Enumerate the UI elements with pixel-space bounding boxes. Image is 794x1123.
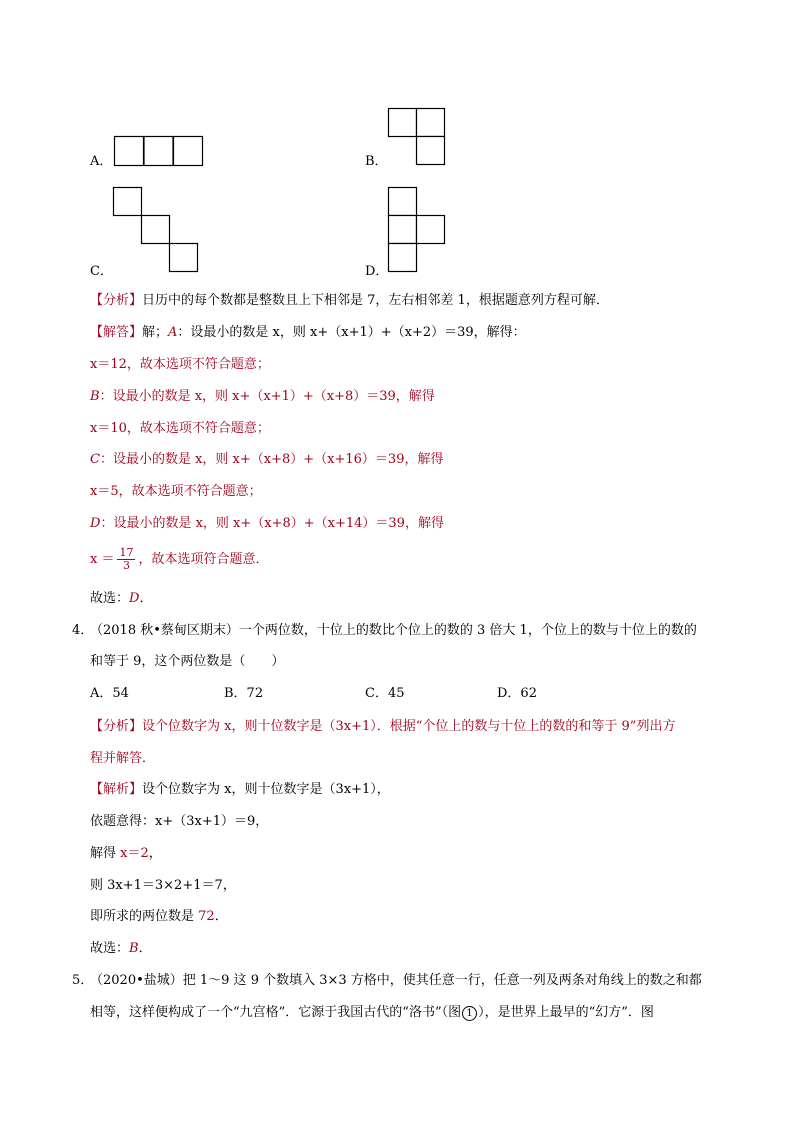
- q3-choose: [90, 590, 152, 608]
- answer-a-result: x＝12，故本选项不符合题意；: [90, 357, 270, 372]
- choose-prefix: 故选：: [90, 941, 130, 956]
- q3-answer-d: [90, 515, 444, 533]
- answer-intro: 解；: [142, 325, 169, 340]
- answer-b-result: x＝10，故本选项不符合题意；: [90, 421, 270, 436]
- option-a-label: A．: [90, 154, 113, 169]
- fraction-denominator: 3: [122, 559, 130, 572]
- option-d-label: D．: [365, 264, 389, 279]
- q3-analysis: [90, 292, 609, 310]
- q4-solution-line3: [90, 845, 162, 863]
- q3-answer-b: [90, 388, 435, 406]
- choose-answer: B: [129, 941, 139, 956]
- q4-solution-line1: [90, 781, 390, 799]
- q5-line1: （2020•盐城）把 1～9 这 9 个数填入 3×3 方格中，使其任意一行，任意一列及两条对角线上的数之和都: [90, 973, 702, 988]
- option-d-figure: [388, 187, 448, 277]
- option-a-figure: [114, 136, 204, 166]
- q4-option-b: B．72: [224, 686, 264, 701]
- q4-number: 4．: [72, 623, 94, 638]
- option-c-figure: [113, 187, 203, 277]
- analysis-text: 设个位数字为 x，则十位数字是（3x+1）．根据“个位上的数与十位上的数的和等于 9”列出方: [142, 719, 676, 734]
- q4-option-a: A．54: [90, 686, 129, 701]
- solution-text: 设个位数字为 x，则十位数字是（3x+1），: [142, 782, 390, 797]
- analysis-tag: 【分析】: [90, 719, 143, 734]
- figure-1-circle: 1: [462, 1006, 477, 1021]
- solution-suffix: ，: [148, 846, 162, 861]
- q4-stem-line2: 和等于 9，这个两位数是（ ）: [90, 654, 285, 669]
- fraction: [117, 547, 135, 572]
- answer-d-result: [90, 545, 268, 575]
- q4-analysis-line2: 程并解答．: [90, 751, 156, 766]
- q4-solution-line2: 依题意得：x+（3x+1）＝9，: [90, 814, 269, 829]
- q3-answer-a: [90, 324, 526, 342]
- q4-option-c: C．45: [365, 686, 405, 701]
- answer-b-equation: ：设最小的数是 x，则 x+（x+1）+（x+8）＝39，解得: [99, 389, 435, 404]
- solution-value: 72: [198, 909, 215, 924]
- result-prefix: x ＝: [90, 552, 115, 567]
- q3-answer-c: [90, 451, 443, 469]
- fraction-numerator: 17: [119, 546, 134, 559]
- solution-prefix: 解得: [90, 846, 121, 861]
- solution-prefix: 即所求的两位数是: [90, 909, 199, 924]
- result-suffix: ，故本选项符合题意．: [138, 552, 269, 567]
- answer-c-result: x＝5，故本选项不符合题意；: [90, 484, 262, 499]
- solution-value: x＝2: [120, 846, 149, 861]
- analysis-text: 日历中的每个数都是整数且上下相邻是 7，左右相邻差 1，根据题意列方程可解．: [142, 293, 609, 308]
- analysis-tag: 【分析】: [90, 293, 143, 308]
- option-letter-b: B: [90, 389, 100, 404]
- q4-stem-line1: （2018 秋•蔡甸区期末）一个两位数，十位上的数比个位上的数的 3 倍大 1，个位上的数与十位上的数的: [90, 623, 697, 638]
- line2-prefix: 相等，这样便构成了一个“九宫格”．它源于我国古代的“洛书”（图: [90, 1005, 462, 1020]
- answer-d-equation: ：设最小的数是 x，则 x+（x+8）+（x+14）＝39，解得: [100, 516, 444, 531]
- q4-choose: [90, 940, 152, 958]
- option-letter-a: A: [168, 325, 178, 340]
- choose-prefix: 故选：: [90, 591, 130, 606]
- line2-suffix: ），是世界上最早的“幻方”．图: [478, 1005, 654, 1020]
- answer-a-equation: ：设最小的数是 x，则 x+（x+1）+（x+2）＝39，解得：: [177, 325, 526, 340]
- option-c-label: C．: [90, 264, 113, 279]
- answer-tag: 【解答】: [90, 325, 143, 340]
- choose-answer: D: [129, 591, 140, 606]
- choose-suffix: ．: [139, 591, 153, 606]
- q5-number: 5．: [72, 973, 94, 988]
- solution-suffix: ．: [214, 909, 228, 924]
- option-b-label: B．: [365, 154, 388, 169]
- q4-option-d: D．62: [497, 686, 537, 701]
- q5-line2: [90, 1004, 654, 1022]
- q4-solution-line5: [90, 908, 228, 926]
- option-letter-d: D: [90, 516, 101, 531]
- option-b-figure: [388, 108, 448, 168]
- solution-tag: 【解析】: [90, 782, 143, 797]
- q4-solution-line4: 则 3x+1＝3×2+1＝7，: [90, 878, 236, 893]
- option-letter-c: C: [90, 452, 100, 467]
- answer-c-equation: ：设最小的数是 x，则 x+（x+8）+（x+16）＝39，解得: [99, 452, 444, 467]
- choose-suffix: ．: [138, 941, 152, 956]
- q4-analysis-line1: [90, 718, 675, 736]
